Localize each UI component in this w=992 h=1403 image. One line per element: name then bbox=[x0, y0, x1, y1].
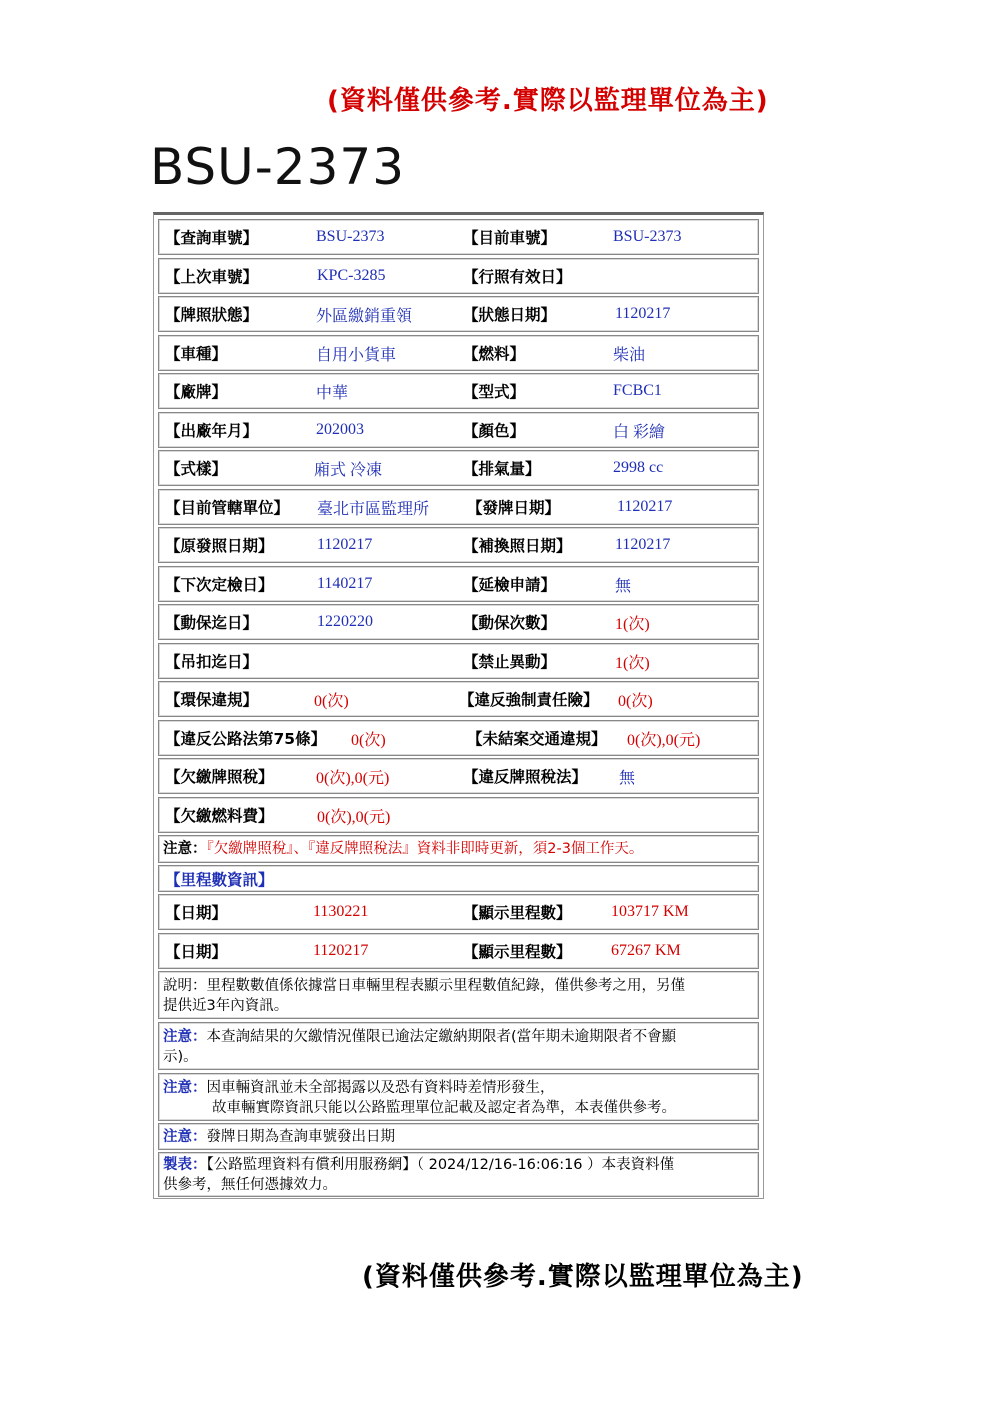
field-value: KPC-3285 bbox=[317, 267, 386, 284]
info-row bbox=[158, 643, 759, 679]
note-text: 發牌日期為查詢車號發出日期 bbox=[206, 1129, 395, 1145]
note-text: 【公路監理資料有償利用服務網】（ 2024/12/16-16:06:16 ）本表資料僅 bbox=[206, 1157, 675, 1173]
field-label: 【動保迄日】 bbox=[165, 614, 259, 632]
odometer-value: 67267 KM bbox=[611, 942, 681, 959]
field-value: 1(次) bbox=[615, 615, 650, 633]
field-label: 【欠繳牌照稅】 bbox=[165, 768, 274, 786]
field-value: 1220220 bbox=[317, 613, 373, 630]
info-row bbox=[158, 758, 759, 794]
field-label: 【發牌日期】 bbox=[467, 499, 561, 517]
field-value: 白 彩繪 bbox=[613, 423, 666, 441]
field-value: 0(次) bbox=[351, 731, 386, 749]
field-value: 0(次) bbox=[618, 692, 653, 710]
info-row bbox=[158, 527, 759, 563]
field-value: 1140217 bbox=[317, 575, 373, 592]
note-text: 故車輛實際資訊只能以公路監理單位記載及認定者為準，本表僅供參考。 bbox=[212, 1100, 676, 1116]
field-value: 柴油 bbox=[613, 346, 646, 364]
info-row bbox=[158, 258, 759, 294]
vehicle-info-sheet bbox=[153, 212, 764, 1199]
tax-data-note bbox=[158, 835, 759, 863]
field-value: BSU-2373 bbox=[613, 228, 682, 245]
field-label: 【違反強制責任險】 bbox=[459, 691, 599, 709]
field-value: FCBC1 bbox=[613, 382, 662, 399]
field-label: 【廠牌】 bbox=[165, 383, 228, 401]
field-label: 【查詢車號】 bbox=[165, 229, 259, 247]
field-value: 0(次),0(元) bbox=[317, 808, 391, 826]
field-value: 1120217 bbox=[615, 305, 671, 322]
info-row bbox=[158, 604, 759, 640]
issue-date-note bbox=[158, 1123, 759, 1150]
note-label: 製表： bbox=[163, 1157, 207, 1173]
field-value: 202003 bbox=[316, 421, 364, 438]
field-value: 無 bbox=[615, 577, 632, 595]
plate-number-title: BSU-2373 bbox=[150, 138, 406, 196]
note-label: 注意： bbox=[163, 1129, 207, 1145]
info-row bbox=[158, 566, 759, 602]
field-label: 【顏色】 bbox=[463, 422, 526, 440]
field-label: 【狀態日期】 bbox=[463, 306, 557, 324]
field-label: 【式樣】 bbox=[165, 460, 228, 478]
field-label: 【延檢申請】 bbox=[463, 576, 557, 594]
field-label: 【原發照日期】 bbox=[165, 537, 274, 555]
info-row bbox=[158, 720, 759, 756]
note-text: 本查詢結果的欠繳情況僅限已逾法定繳納期限者(當年期未逾期限者不會顯 bbox=[206, 1029, 677, 1045]
field-label: 【車種】 bbox=[165, 345, 228, 363]
info-row bbox=[158, 681, 759, 717]
field-label: 【禁止異動】 bbox=[463, 653, 557, 671]
info-row bbox=[158, 412, 759, 448]
field-value: 1120217 bbox=[317, 536, 373, 553]
note-label: 注意： bbox=[163, 1080, 207, 1096]
field-value: 2998 cc bbox=[613, 459, 664, 476]
disclosure-note bbox=[158, 1073, 759, 1121]
note-text: 供參考，無任何憑據效力。 bbox=[163, 1177, 337, 1193]
field-value: 外區繳銷重領 bbox=[316, 307, 413, 325]
field-label: 【出廠年月】 bbox=[165, 422, 259, 440]
note-text: 示)。 bbox=[163, 1049, 198, 1065]
field-label: 【牌照狀態】 bbox=[165, 306, 259, 324]
info-row bbox=[158, 335, 759, 371]
note-text: 因車輛資訊並未全部揭露以及恐有資料時差情形發生， bbox=[206, 1080, 555, 1096]
disclaimer-bottom: (資料僅供參考.實際以監理單位為主) bbox=[362, 1262, 804, 1292]
mileage-row bbox=[158, 894, 759, 930]
field-label: 【上次車號】 bbox=[165, 268, 259, 286]
field-value: 臺北市區監理所 bbox=[317, 500, 430, 518]
field-label: 【吊扣迄日】 bbox=[165, 653, 259, 671]
date-label: 【日期】 bbox=[165, 904, 228, 922]
odometer-value: 103717 KM bbox=[611, 903, 689, 920]
arrears-note bbox=[158, 1022, 759, 1070]
date-label: 【日期】 bbox=[165, 943, 228, 961]
field-value: 1120217 bbox=[617, 498, 673, 515]
note-text: 『欠繳牌照稅』、『違反牌照稅法』資料非即時更新，須2-3個工作天。 bbox=[206, 841, 644, 857]
mileage-date: 1130221 bbox=[313, 903, 369, 920]
field-label: 【行照有效日】 bbox=[463, 268, 572, 286]
field-label: 【排氣量】 bbox=[463, 460, 541, 478]
info-row bbox=[158, 797, 759, 833]
field-value: 中華 bbox=[316, 384, 349, 402]
info-row bbox=[158, 489, 759, 525]
field-label: 【環保違規】 bbox=[165, 691, 259, 709]
note-label: 注意： bbox=[163, 1029, 207, 1045]
mileage-note-line: 提供近3年內資訊。 bbox=[163, 998, 289, 1014]
mileage-row bbox=[158, 933, 759, 969]
field-label: 【未結案交通違規】 bbox=[467, 730, 607, 748]
mileage-date: 1120217 bbox=[313, 942, 369, 959]
field-value: 廂式 冷凍 bbox=[314, 461, 383, 479]
odometer-label: 【顯示里程數】 bbox=[463, 904, 572, 922]
field-value: 0(次),0(元) bbox=[627, 731, 701, 749]
field-label: 【違反牌照稅法】 bbox=[463, 768, 588, 786]
info-row bbox=[158, 296, 759, 332]
mileage-explanation bbox=[158, 971, 759, 1019]
field-label: 【下次定檢日】 bbox=[165, 576, 274, 594]
mileage-header bbox=[158, 865, 759, 892]
field-label: 【動保次數】 bbox=[463, 614, 557, 632]
info-row bbox=[158, 219, 759, 255]
field-value: 1(次) bbox=[615, 654, 650, 672]
field-value: 1120217 bbox=[615, 536, 671, 553]
info-row bbox=[158, 450, 759, 486]
info-row bbox=[158, 373, 759, 409]
disclaimer-top: (資料僅供參考.實際以監理單位為主) bbox=[327, 86, 769, 116]
field-label: 【欠繳燃料費】 bbox=[165, 807, 274, 825]
field-value: 無 bbox=[619, 769, 636, 787]
field-value: 0(次) bbox=[314, 692, 349, 710]
field-label: 【型式】 bbox=[463, 383, 526, 401]
mileage-note-line: 說明：里程數數值係依據當日車輛里程表顯示里程數值紀錄，僅供參考之用，另僅 bbox=[163, 978, 685, 994]
field-label: 【補換照日期】 bbox=[463, 537, 572, 555]
field-value: 0(次),0(元) bbox=[316, 769, 390, 787]
field-label: 【燃料】 bbox=[463, 345, 526, 363]
field-label: 【違反公路法第75條】 bbox=[165, 730, 327, 748]
mileage-header-label: 【里程數資訊】 bbox=[165, 870, 274, 889]
field-label: 【目前管轄單位】 bbox=[165, 499, 290, 517]
odometer-label: 【顯示里程數】 bbox=[463, 943, 572, 961]
field-value: BSU-2373 bbox=[316, 228, 385, 245]
field-label: 【目前車號】 bbox=[463, 229, 557, 247]
field-value: 自用小貨車 bbox=[316, 346, 397, 364]
source-note bbox=[158, 1152, 759, 1197]
note-label: 注意： bbox=[163, 841, 207, 857]
